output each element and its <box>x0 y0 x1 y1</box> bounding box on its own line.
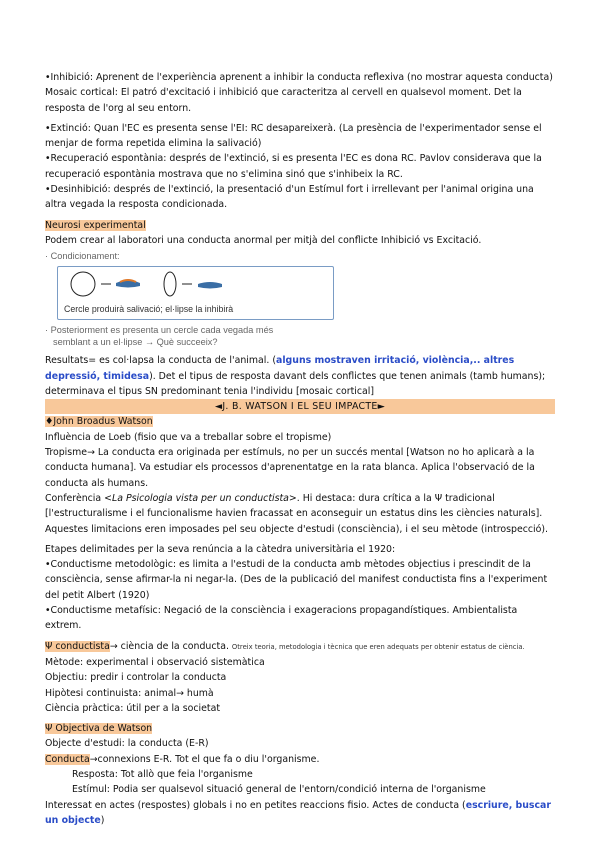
figure-bullet-posteriorment: · Posteriorment es presenta un cercle cada vegada més <box>45 325 274 336</box>
conducta-definition: →connexions E-R. Tot el que fa o diu l'organisme. <box>89 753 320 765</box>
conditioning-figure <box>45 250 555 348</box>
paragraph-metode: Mètode: experimental i observació sistemàtica <box>45 656 265 668</box>
paragraph-loeb: Influència de Loeb (fisio que va a treballar sobre el tropisme) <box>45 431 332 443</box>
paragraph-extincio: •Extinció: Quan l'EC es presenta sense l'EI: RC desapareixerà. (La presència de l'experimentador sense el menjar de forma repetida elimina la salivació) <box>45 122 542 150</box>
conferencia-text-b: >. Hi destaca: dura crítica a la Ψ tradicional [l'estructuralisme i el funcionalisme havien fracassat en aconseguir un estatus dins les ciències naturals]. Aquestes limitacions eren imposades pel seu objecte d'estudi (consciència), i el seu mètode (introspecció). <box>45 492 548 535</box>
resultats-highlight: alguns mostraven irritació, violència,.. altres depressió, timidesa <box>45 355 515 382</box>
conducta-term: Conducta <box>45 753 90 765</box>
paragraph-ciencia-practica: Ciència pràctica: útil per a la societat <box>45 702 221 714</box>
paragraph-resultats <box>45 353 555 399</box>
paragraph-desinhibicio: •Desinhibició: després de l'extinció, la presentació d'un Estímul fort i irrellevant per l'animal origina una altra vegada la resposta condicionada. <box>45 184 534 211</box>
paragraph-hipotesi: Hipòtesi continuista: animal→ humà <box>45 687 214 699</box>
interessat-text-a: Interessat en actes (respostes) globals i no en petites reaccions fisio. Actes de conducta ( <box>45 799 466 811</box>
figure-box <box>57 266 334 320</box>
figure-bullet-condicionament: · Condicionament: <box>45 251 120 262</box>
paragraph-mosaic-cortical: Mosaic cortical: El patró d'excitació i inhibició que caracteritza al cervell en qualsevol moment. Det la resposta de l'org al seu entorn. <box>45 87 522 114</box>
ellipse-shape <box>164 272 176 296</box>
conferencia-text-a: Conferència < <box>45 492 112 504</box>
paragraph-etapes: Etapes delimitades per la seva renúncia a la càtedra universitària el 1920: <box>45 543 396 555</box>
interessat-text-b: ) <box>100 814 105 826</box>
heading-conductista <box>45 639 555 655</box>
figure-bullet-posteriorment-cont: semblant a un el·lipse → Què succeeix? <box>53 337 218 348</box>
paragraph-conducta <box>45 752 555 767</box>
figure-caption: Cercle produirà salivació; el·lipse la inhibirà <box>64 304 234 315</box>
conductista-note: Otreix teoria, metodologia i tècnica que eren adequats per obtenir estatus de ciència. <box>231 642 525 651</box>
interessat-highlight: escriure, buscar un objecte <box>45 799 552 826</box>
resultats-text-b: ). Det el tipus de resposta davant dels conflictes que tenen animals (tamb humans); determinava el tipus SN predominant tenia l'individu [mosaic cortical] <box>45 370 546 397</box>
paragraph-conductisme-metodologic: •Conductisme metodològic: es limita a l'estudi de la conducta amb mètodes objectius i prescindit de la consciència, sense afirmar-la ni negar-la. (Des de la publicació del manifest conductista fins a l'experiment del petit Albert (1920) <box>45 559 548 601</box>
paragraph-resposta: Resposta: Tot allò que feia l'organisme <box>72 768 253 780</box>
neurosi-title: Neurosi experimental <box>45 219 146 231</box>
heading-neurosi <box>45 218 555 233</box>
paragraph-conferencia <box>45 491 555 537</box>
paragraph-interessat <box>45 798 555 829</box>
conductista-definition: → ciència de la conducta. <box>109 640 229 652</box>
section-bar-watson: ◄J. B. WATSON I EL SEU IMPACTE► <box>45 399 555 414</box>
dish-icon-2 <box>198 282 222 289</box>
circle-shape <box>71 272 95 296</box>
resultats-text-a: Resultats= es col·lapsa la conducta de l'animal. ( <box>45 355 277 367</box>
heading-watson <box>45 414 555 429</box>
paragraph-objecte-estudi: Objecte d'estudi: la conducta (E-R) <box>45 738 209 750</box>
heading-objectiva <box>45 721 555 736</box>
paragraph-inhibicio: •Inhibició: Aprenent de l'experiència aprenent a inhibir la conducta reflexiva (no mostrar aquesta conducta) <box>45 72 553 83</box>
paragraph-tropisme: Tropisme→ La conducta era originada per estímuls, no per un succés mental [Watson no ho aplicarà a la conducta humana]. Va estudiar els processos d'aprenentatge en la rata blanca. Aplica l'observació de la conducta als humans. <box>45 447 535 489</box>
conferencia-title: La Psicologia vista per un conductista <box>112 492 289 504</box>
watson-title: ♦John Broadus Watson <box>45 416 153 428</box>
paragraph-objectiu: Objectiu: predir i controlar la conducta <box>45 672 227 684</box>
paragraph-estimul: Estímul: Podia ser qualsevol situació general de l'entorn/condició interna de l'organisme <box>72 784 486 796</box>
paragraph-neurosi: Podem crear al laboratori una conducta anormal per mitjà del conflicte Inhibició vs Excitació. <box>45 234 482 246</box>
paragraph-recuperacio: •Recuperació espontània: després de l'extinció, si es presenta l'EC es dona RC. Pavlov considerava que la recuperació espontània mostrava que no s'elimina sinó que s'inhibeix la RC. <box>45 153 542 180</box>
dish-icon-1 <box>116 281 140 288</box>
objectiva-title: Ψ Objectiva de Watson <box>45 723 153 735</box>
document-page <box>45 70 555 828</box>
paragraph-conductisme-metafisic: •Conductisme metafísic: Negació de la consciència i exageracions propagandístiques. Ambientalista extrem. <box>45 605 518 632</box>
figure-drawing <box>58 267 333 303</box>
conductista-title: Ψ conductista <box>45 640 110 652</box>
